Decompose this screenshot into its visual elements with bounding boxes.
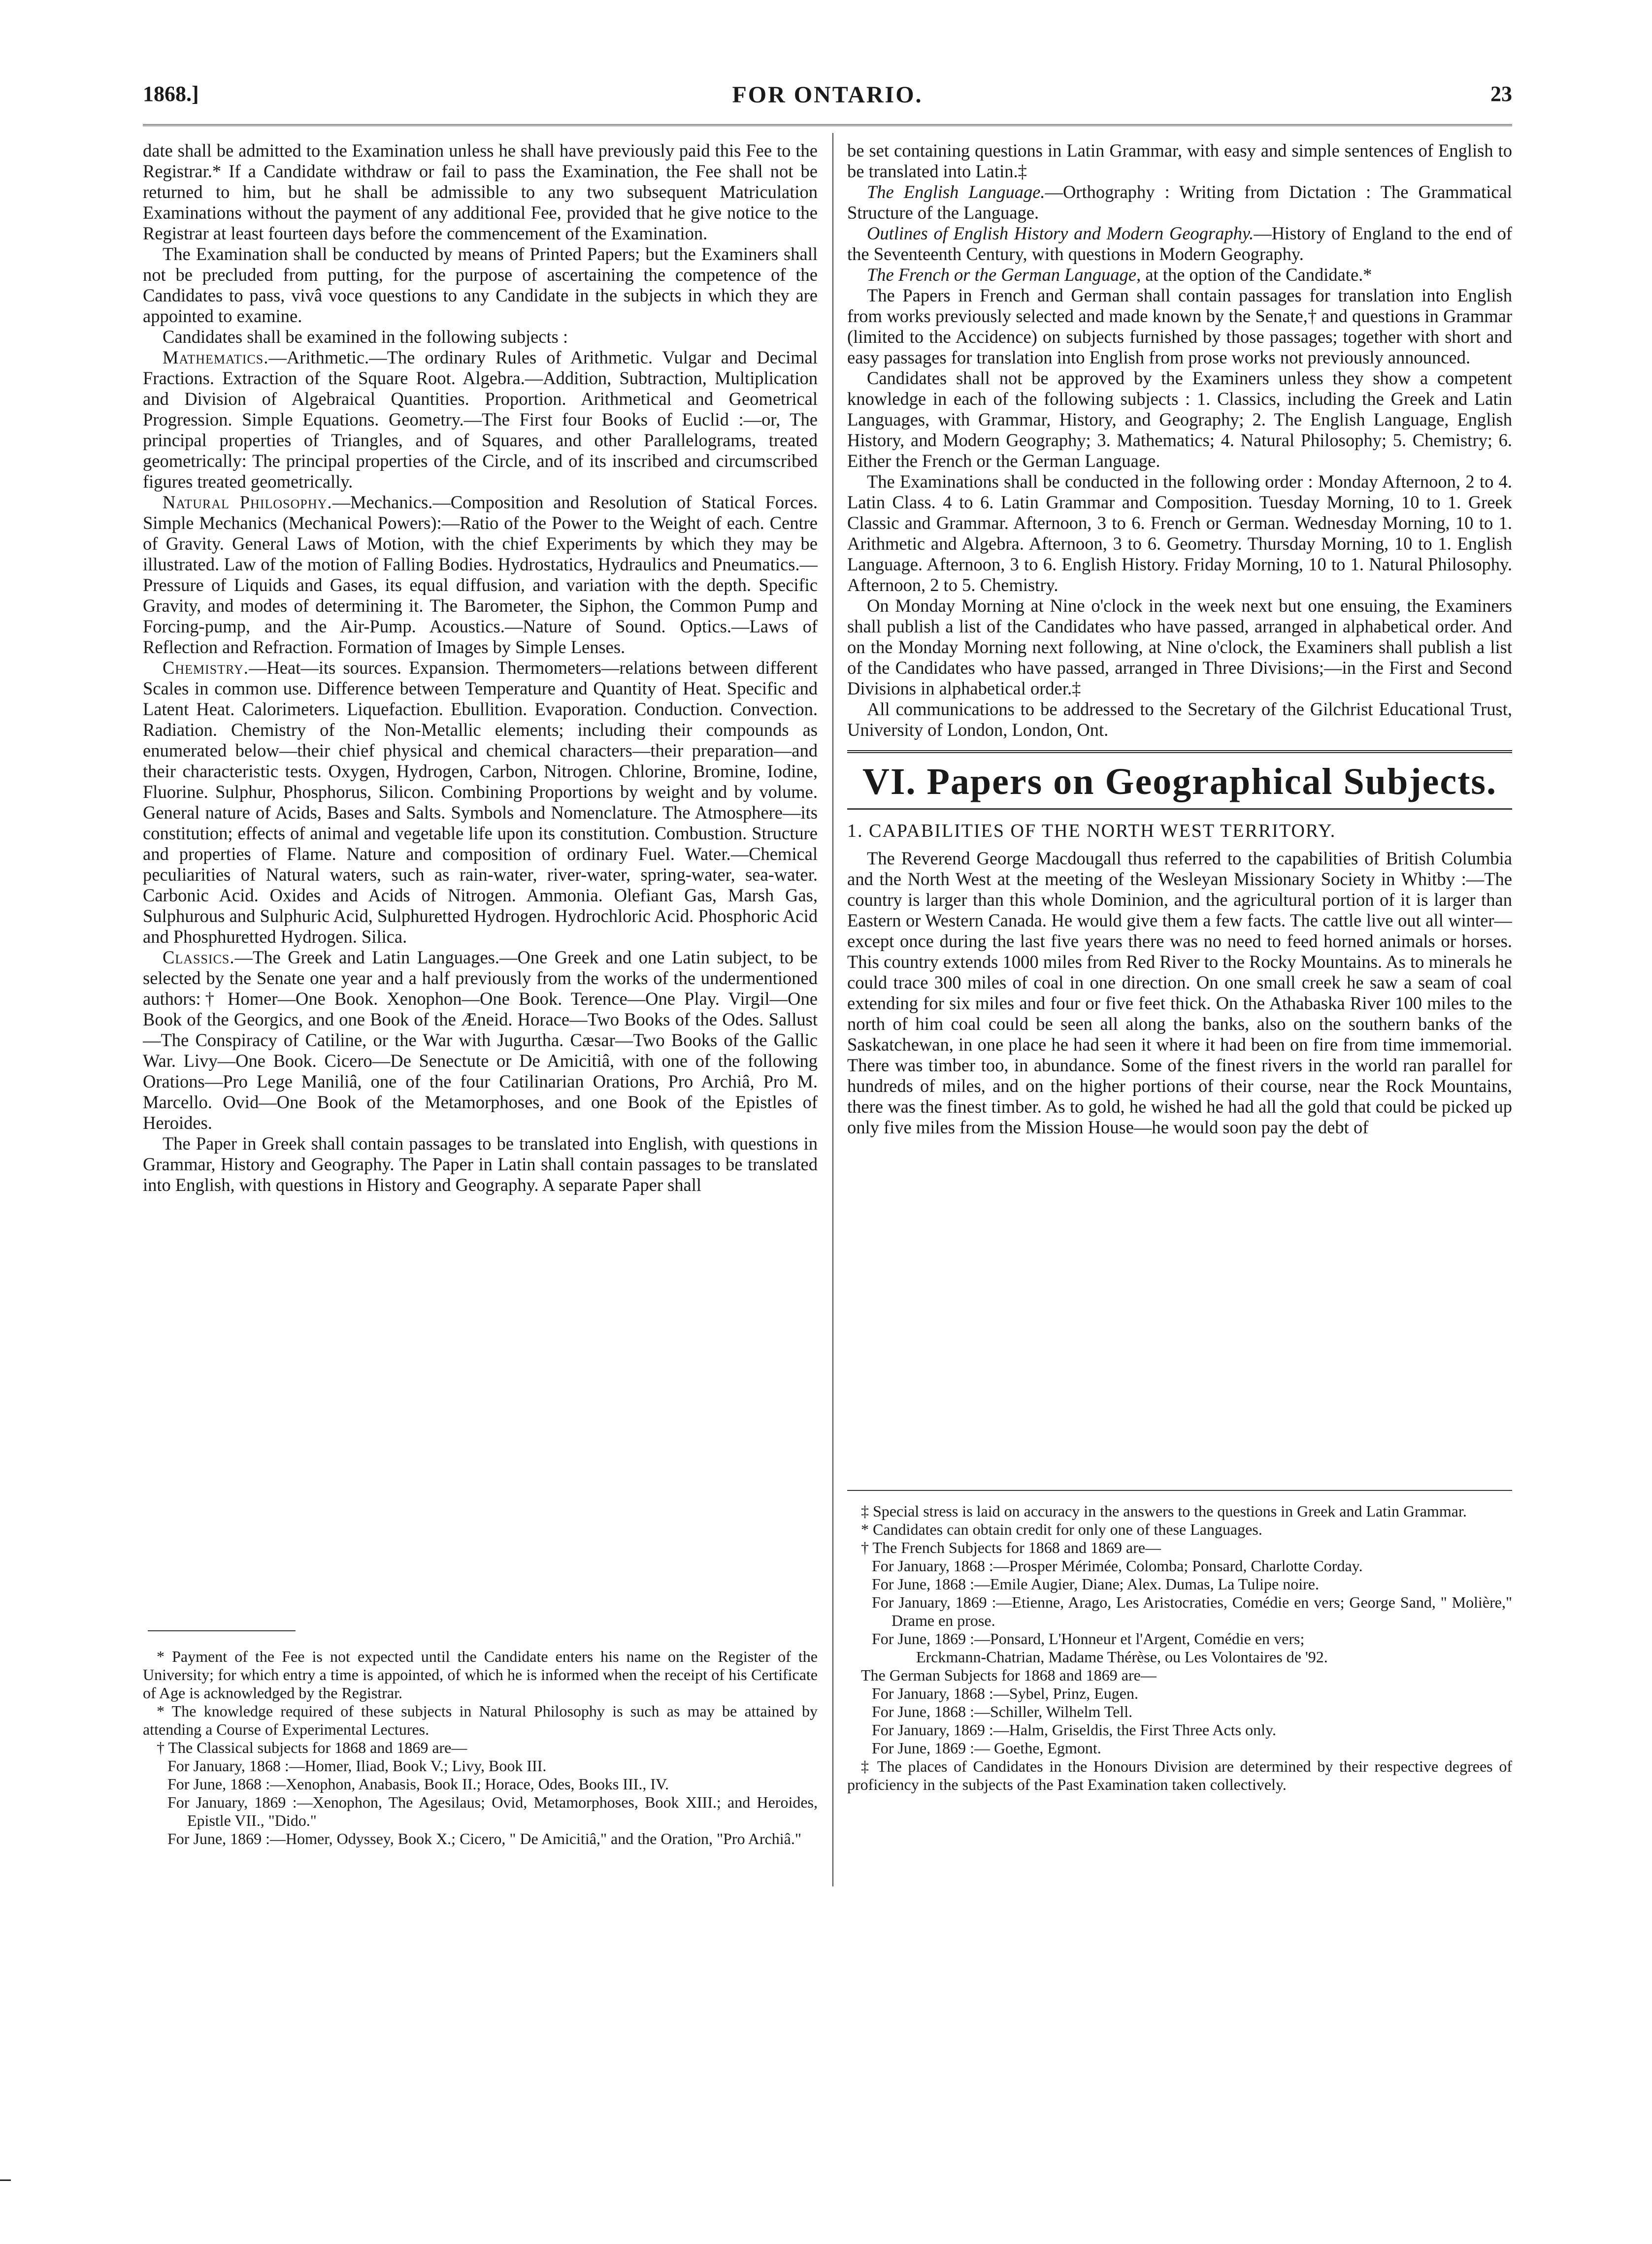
footnote: ‡ The places of Candidates in the Honours Division are determined by their respective degrees of proficiency in the subjects of the Past Examination taken collectively.: [847, 1757, 1512, 1793]
margin-tick: [0, 2179, 11, 2181]
subject-english: [847, 182, 1512, 223]
subject-label: The French or the German Language,: [867, 264, 1141, 285]
subject-history: [847, 223, 1512, 264]
subject-text: —The Greek and Latin Languages.—One Greek and one Latin subject, to be selected by the Senate one year and a half previously from the works of the undermentioned authors:† Homer—One Book. Xenophon—One Book. Terence—One Play. Virgil—One Book of the Georgics, and one Book of the Æneid. Horace—Two Books of the Odes. Sallust—The Conspiracy of Catiline, or the War with Jugurtha. Cæsar—Two Books of the Gallic War. Livy—One Book. Cicero—De Senectute or De Amicitiâ, with one of the following Orations—Pro Lege Maniliâ, one of the four Catilinarian Orations, Pro Archiâ, Pro M. Marcello. Ovid—One Book of the Metamorphoses, and one Book of the Epistles of Heroides.: [143, 947, 818, 1133]
subject-label: Natural Philosophy.: [163, 492, 332, 512]
footnote: * Candidates can obtain credit for only one of these Languages.: [861, 1520, 1262, 1538]
header-year: 1868.]: [143, 82, 199, 106]
article-title: 1. CAPABILITIES OF THE NORTH WEST TERRITORY.: [847, 821, 1336, 841]
subject-label: Chemistry.: [163, 658, 249, 678]
footnote-item: For June, 1868 :—Xenophon, Anabasis, Book II.; Horace, Odes, Books III., IV.: [167, 1775, 669, 1793]
footnote: † The French Subjects for 1868 and 1869 are—: [861, 1539, 1161, 1556]
footnote-item: For June, 1869 :— Goethe, Egmont.: [872, 1739, 1101, 1757]
footnote-item: For January, 1868 :—Prosper Mérimée, Colomba; Ponsard, Charlotte Corday.: [872, 1557, 1363, 1575]
subject-text: —Arithmetic.—The ordinary Rules of Arithmetic. Vulgar and Decimal Fractions. Extraction of the Square Root. Algebra.—Addition, Subtraction, Multiplication and Division of Algebraical Quantities. Proportion. Arithmetical and Geometrical Progression. Simple Equations. Geometry.—The First four Books of Euclid :—or, The principal properties of Triangles, and of Squares, and other Parallelograms, treated geometrically: The principal properties of the Circle, and of its inscribed and circumscribed figures treated geometrically.: [143, 347, 818, 492]
subject-text: —Mechanics.—Composition and Resolution of Statical Forces. Simple Mechanics (Mechanical Powers):—Ratio of the Power to the Weight of each. Centre of Gravity. General Laws of Motion, with the chief Experiments by which they may be illustrated. Law of the motion of Falling Bodies. Hydrostatics, Hydraulics and Pneumatics.—Pressure of Liquids and Gases, its equal diffusion, and variation with the depth. Specific Gravity, and modes of determining it. The Barometer, the Siphon, the Common Pump and Forcing-pump, and the Air-Pump. Acoustics.—Nature of Sound. Optics.—Laws of Reflection and Refraction. Formation of Images by Simple Lenses.: [143, 492, 818, 657]
footnote: * Payment of the Fee is not expected until the Candidate enters his name on the Register of the University; for which entry a time is appointed, of which he is informed when the receipt of his Certificate of Age is acknowledged by the Registrar.: [143, 1648, 818, 1702]
footnote-item: For June, 1868 :—Emile Augier, Diane; Alex. Dumas, La Tulipe noire.: [872, 1575, 1319, 1593]
footnote: * The knowledge required of these subjects in Natural Philosophy is such as may be attained by attending a Course of Experimental Lectures.: [143, 1702, 818, 1738]
footnote-rule: [847, 1490, 1512, 1491]
subject-text: —Heat—its sources. Expansion. Thermometers—relations between different Scales in common use. Difference between Temperature and Quantity of Heat. Specific and Latent Heat. Calorimeters. Liquefaction. Ebullition. Evaporation. Conduction. Convection. Radiation. Chemistry of the Non-Metallic elements; including their compounds as enumerated below—their chief physical and chemical characters—their preparation—and their characteristic tests. Oxygen, Hydrogen, Carbon, Nitrogen. Chlorine, Bromine, Iodine, Fluorine. Sulphur, Phosphorus, Silicon. Combining Proportions by weight and by volume. General nature of Acids, Bases and Salts. Symbols and Nomenclature. The Atmosphere—its constitution; effects of animal and vegetable life upon its constitution. Combustion. Structure and properties of Flame. Nature and composition of ordinary Fuel. Water.—Chemical peculiarities of Natural waters, such as rain-water, river-water, spring-water, sea-water. Carbonic Acid. Oxides and Acids of Nitrogen. Ammonia. Olefiant Gas, Marsh Gas, Sulphurous and Sulphuric Acid, Sulphuretted Hydrogen. Hydrochloric Acid. Phosphoric Acid and Phosphuretted Hydrogen. Silica.: [143, 658, 818, 947]
paragraph: date shall be admitted to the Examination unless he shall have previously paid this Fee to the Registrar.* If a Candidate withdraw or fail to pass the Examination, the Fee shall not be returned to him, but he shall be admissible to any two subsequent Matriculation Examinations without the payment of any additional Fee, provided that he give notice to the Registrar at least fourteen days before the commencement of the Examination.: [143, 140, 818, 243]
footnote-item: For June, 1869 :—Homer, Odyssey, Book X.; Cicero, " De Amicitiâ," and the Oration, "Pro Archiâ.": [167, 1830, 801, 1848]
subject-text: —History of England to the end of the Seventeenth Century, with questions in Modern Geography.: [847, 223, 1512, 264]
subject-label: The English Language.: [867, 182, 1045, 202]
footnote-item: For January, 1869 :—Xenophon, The Agesilaus; Ovid, Metamorphoses, Book XIII.; and Heroides, Epistle VII., "Dido.": [167, 1793, 818, 1829]
paragraph: All communications to be addressed to the Secretary of the Gilchrist Educational Trust, University of London, London, Ont.: [847, 699, 1512, 740]
subject-text: —Orthography : Writing from Dictation : The Grammatical Structure of the Language.: [847, 182, 1512, 223]
footnote-item: For January, 1869 :—Halm, Griseldis, the First Three Acts only.: [872, 1721, 1276, 1739]
footnote-item: For January, 1868 :—Homer, Iliad, Book V.; Livy, Book III.: [167, 1757, 547, 1775]
footnote-item: For January, 1869 :—Etienne, Arago, Les Aristocraties, Comédie en vers; George Sand, " Molière," Drame en prose.: [872, 1593, 1512, 1629]
footnote: ‡ Special stress is laid on accuracy in the answers to the questions in Greek and Latin Grammar.: [861, 1502, 1467, 1520]
subject-label: Outlines of English History and Modern Geography.: [867, 223, 1254, 243]
section-title: VI. Papers on Geographical Subjects.: [862, 761, 1497, 802]
subject-text: at the option of the Candidate.*: [1141, 264, 1372, 285]
footnote-rule: [148, 1630, 296, 1631]
subject-languages: [847, 264, 1512, 285]
paragraph: be set containing questions in Latin Grammar, with easy and simple sentences of English to be translated into Latin.‡: [847, 140, 1512, 181]
running-header: [143, 81, 1512, 116]
section-underline: [847, 808, 1512, 810]
footnotes-right: [847, 1502, 1512, 1886]
paragraph: The Paper in Greek shall contain passages to be translated into English, with questions in Grammar, History and Geography. The Paper in Latin shall contain passages to be translated into English, with questions in History and Geography. A separate Paper shall: [143, 1133, 818, 1195]
footnotes-left: [143, 1648, 818, 2002]
subject-classics: [143, 947, 818, 1133]
footnote-item: For June, 1869 :—Ponsard, L'Honneur et l'Argent, Comédie en vers;: [872, 1630, 1305, 1648]
paragraph: The Examinations shall be conducted in the following order : Monday Afternoon, 2 to 4. Latin Class. 4 to 6. Latin Grammar and Composition. Tuesday Morning, 10 to 1. Greek Classic and Grammar. Afternoon, 3 to 6. French or German. Wednesday Morning, 10 to 1. Arithmetic and Algebra. Afternoon, 3 to 6. Geometry. Thursday Morning, 10 to 1. English Language. Afternoon, 3 to 6. English History. Friday Morning, 10 to 1. Natural Philosophy. Afternoon, 2 to 5. Chemistry.: [847, 471, 1512, 595]
footnote-item: Erckmann-Chatrian, Madame Thérèse, ou Les Volontaires de '92.: [916, 1648, 1328, 1666]
subject-natural-philosophy: [143, 492, 818, 658]
column-divider: [832, 133, 833, 1886]
paragraph: The Examination shall be conducted by means of Printed Papers; but the Examiners shall not be precluded from putting, for the purpose of ascertaining the competence of the Candidates to pass, vivâ voce questions to any Candidate in the subjects in which they are appointed to examine.: [143, 244, 818, 326]
header-title: FOR ONTARIO.: [732, 82, 923, 108]
footnote-item: For January, 1868 :—Sybel, Prinz, Eugen.: [872, 1684, 1138, 1702]
left-column: [143, 140, 818, 1618]
right-column: [847, 140, 1512, 1495]
header-rule: [143, 124, 1512, 126]
subject-label: Mathematics.: [163, 347, 269, 367]
paragraph: Candidates shall be examined in the following subjects :: [163, 327, 568, 347]
paragraph: On Monday Morning at Nine o'clock in the week next but one ensuing, the Examiners shall publish a list of the Candidates who have passed, arranged in alphabetical order. And on the Monday Morning next following, at Nine o'clock, the Examiners shall publish a list of the Candidates who have passed, arranged in Three Divisions;—in the First and Second Divisions in alphabetical order.‡: [847, 595, 1512, 698]
subject-label: Classics.: [163, 947, 235, 967]
footnote: The German Subjects for 1868 and 1869 are—: [861, 1666, 1156, 1684]
article-body: The Reverend George Macdougall thus referred to the capabilities of British Columbia and the North West at the meeting of the Wesleyan Missionary Society in Whitby :—The country is larger than this whole Dominion, and the agricultural portion of it is larger than Eastern or Western Canada. He would give them a few facts. The cattle live out all winter—except once during the last five years there was no need to feed horned animals or horses. This country extends 1000 miles from Red River to the Rocky Mountains. As to minerals he could trace 300 miles of coal in one direction. On one small creek he saw a seam of coal extending for six miles and four or five feet thick. On the Athabaska River 100 miles to the north of him coal could be seen all along the banks, also on the southern banks of the Saskatchewan, in one place he had seen it where it had been on fire from time immemorial. There was timber too, in abundance. Some of the finest rivers in the world ran parallel for hundreds of miles, and on the higher portions of their course, near the Rock Mountains, there was the finest timber. As to gold, he wished he had all the gold that could be picked up only five miles from the Mission House—he would soon pay the debt of: [847, 848, 1512, 1137]
subject-mathematics: [143, 347, 818, 492]
paragraph: The Papers in French and German shall contain passages for translation into English from works previously selected and made known by the Senate,† and questions in Grammar (limited to the Accidence) on subjects furnished by those passages; together with short and easy passages for translation into English from prose works not previously announced.: [847, 285, 1512, 367]
paragraph: Candidates shall not be approved by the Examiners unless they show a competent knowledge in each of the following subjects : 1. Classics, including the Greek and Latin Languages, with Grammar, History, and Geography; 2. The English Language, English History, and Modern Geography; 3. Mathematics; 4. Natural Philosophy; 5. Chemistry; 6. Either the French or the German Language.: [847, 368, 1512, 471]
section-rule: [847, 750, 1512, 753]
footnote-item: For June, 1868 :—Schiller, Wilhelm Tell.: [872, 1703, 1133, 1720]
footnote: † The Classical subjects for 1868 and 1869 are—: [157, 1739, 467, 1756]
page-number: 23: [1490, 82, 1512, 106]
subject-chemistry: [143, 658, 818, 947]
